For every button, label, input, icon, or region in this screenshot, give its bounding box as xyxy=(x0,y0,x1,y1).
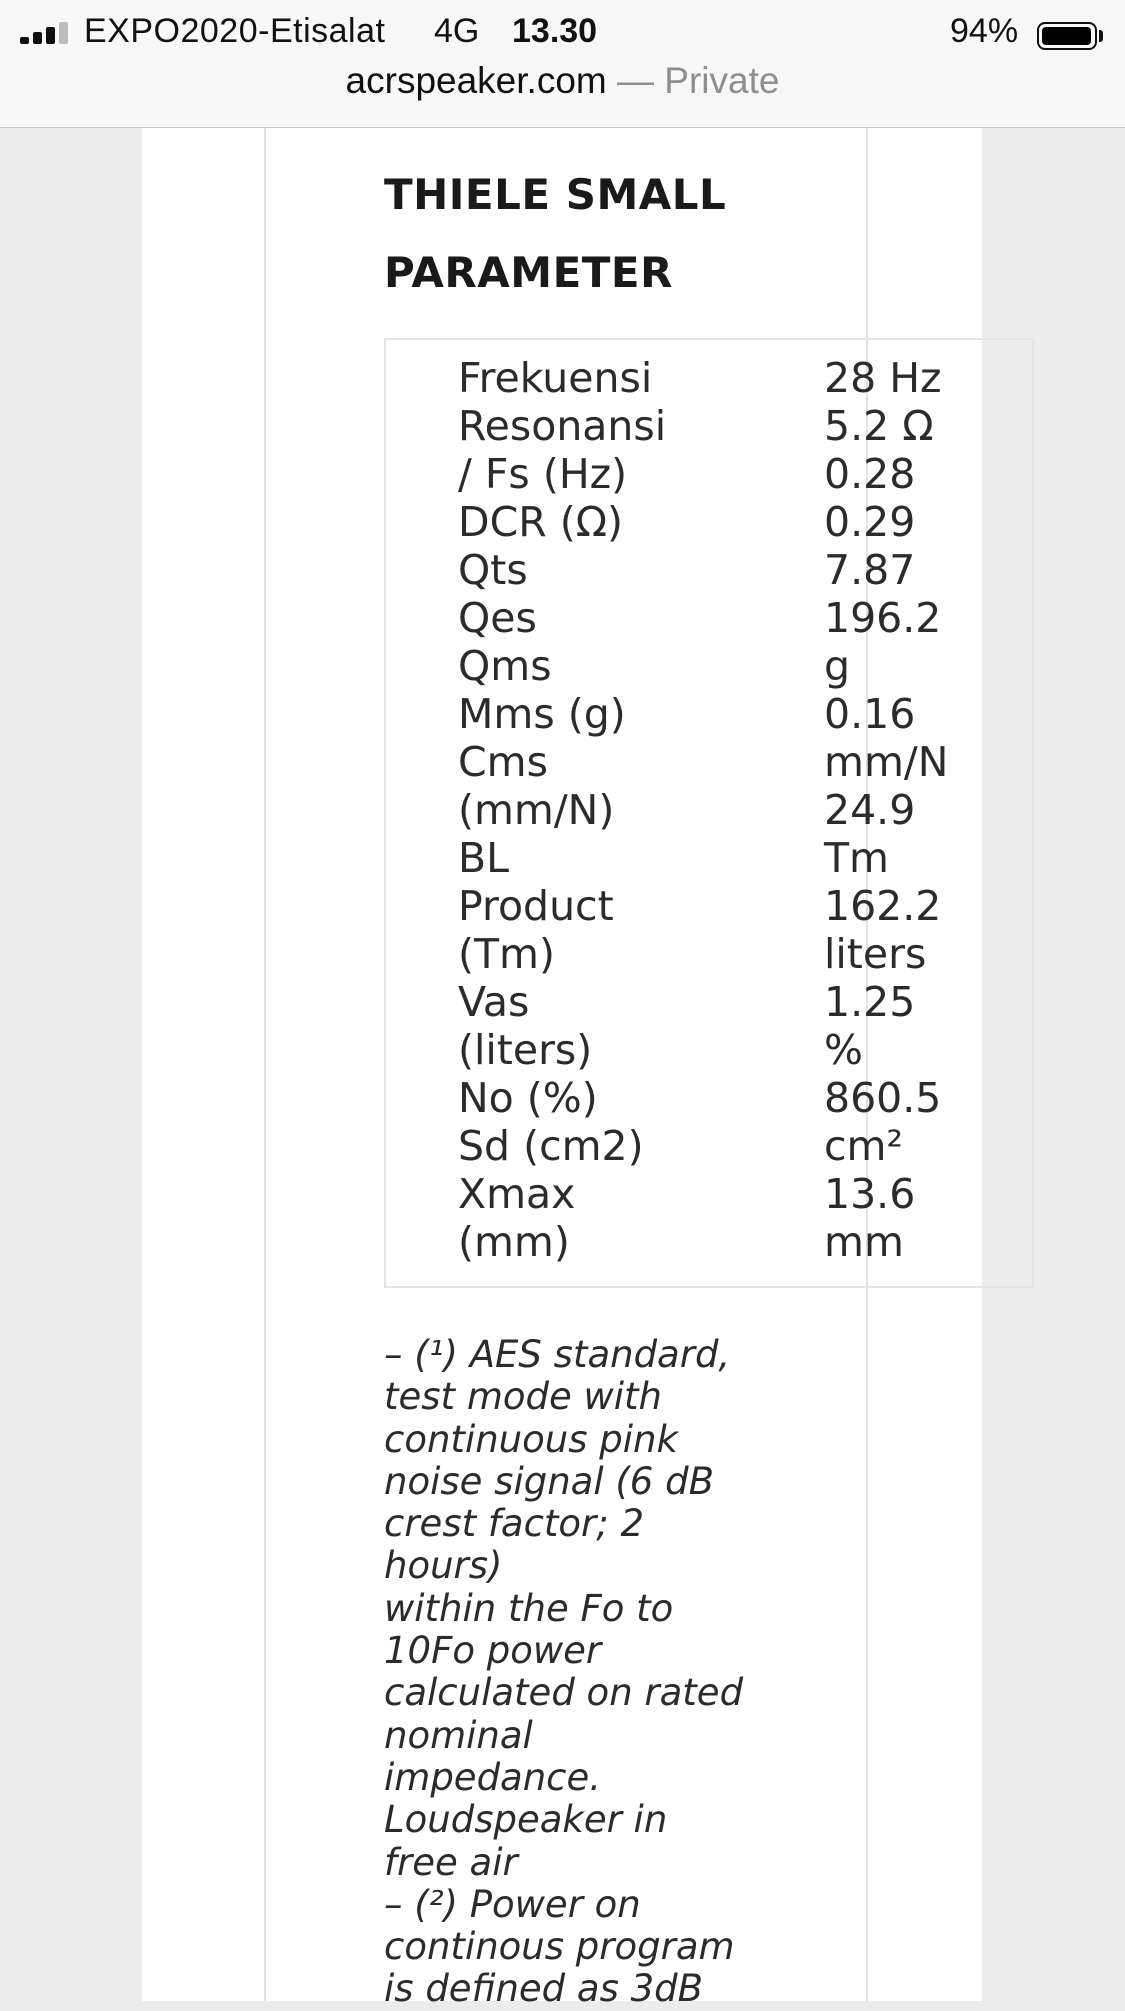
parameter-label-line: Frekuensi xyxy=(458,354,653,402)
footnote-line: – (¹) AES standard, xyxy=(384,1333,731,1376)
parameter-value-line: cm² xyxy=(824,1122,903,1170)
footnote-line: is defined as 3dB xyxy=(384,1967,704,2011)
footnote-line: impedance. xyxy=(384,1755,602,1799)
parameter-value-line: 162.2 xyxy=(824,882,942,930)
parameter-value-line: 24.9 xyxy=(824,786,916,834)
parameter-label-line: (mm) xyxy=(458,1218,570,1266)
battery-percentage: 94% xyxy=(950,12,1019,50)
address-bar[interactable] xyxy=(0,60,1125,110)
section-title-line: THIELE SMALL xyxy=(384,170,727,219)
footnote-line: continuous pink xyxy=(384,1417,678,1461)
parameter-labels-column xyxy=(458,354,808,1266)
footnote-line: 10Fo power xyxy=(384,1629,602,1673)
footnote-line: calculated on rated xyxy=(384,1671,744,1715)
network-type: 4G xyxy=(434,12,480,50)
parameter-label-line: Qes xyxy=(458,594,537,642)
parameter-value-line: 13.6 xyxy=(824,1170,916,1218)
parameter-value-line: 860.5 xyxy=(824,1074,942,1122)
parameter-value-line: 0.28 xyxy=(824,450,916,498)
parameter-label-line: Resonansi xyxy=(458,402,667,450)
parameter-label-line: (Tm) xyxy=(458,930,555,978)
footnote-line: noise signal (6 dB xyxy=(384,1459,714,1503)
parameter-value-line: % xyxy=(824,1026,863,1074)
section-title-line: PARAMETER xyxy=(384,248,673,297)
parameter-value-line: mm xyxy=(824,1218,904,1266)
footnote-line: test mode with xyxy=(384,1375,663,1419)
parameter-label-line: (mm/N) xyxy=(458,786,615,834)
parameter-label-line: Vas xyxy=(458,978,530,1026)
parameter-value-line: 1.25 xyxy=(824,978,916,1026)
parameter-value-line: 5.2 Ω xyxy=(824,402,934,450)
parameter-value-line: 28 Hz xyxy=(824,354,942,402)
browser-top-bar xyxy=(0,0,1125,128)
parameter-label-line: DCR (Ω) xyxy=(458,498,624,546)
parameter-value-line: Tm xyxy=(824,834,889,882)
footnote-line: free air xyxy=(384,1840,518,1884)
column-divider-left xyxy=(264,128,266,2001)
parameter-label-line: BL xyxy=(458,834,509,882)
footnote-line: – (²) Power on xyxy=(384,1882,641,1926)
status-time: 13.30 xyxy=(512,12,598,50)
parameter-value-line: liters xyxy=(824,930,927,978)
parameter-values-column xyxy=(824,354,1024,1266)
status-bar xyxy=(0,8,1125,56)
footnotes xyxy=(384,1334,784,2011)
parameter-table xyxy=(384,338,1034,1288)
parameter-value-line: 7.87 xyxy=(824,546,916,594)
parameter-value-line: 0.29 xyxy=(824,498,916,546)
footnote-line: hours) xyxy=(384,1544,503,1588)
parameter-label-line: Cms xyxy=(458,738,548,786)
signal-strength-icon xyxy=(20,22,74,44)
parameter-label-line: / Fs (Hz) xyxy=(458,450,628,498)
footnote-line: crest factor; 2 xyxy=(384,1502,645,1546)
parameter-label-line: Qms xyxy=(458,642,552,690)
url-domain[interactable]: acrspeaker.com xyxy=(345,60,607,101)
parameter-label-line: Product xyxy=(458,882,614,930)
footnote-line: within the Fo to xyxy=(384,1586,674,1630)
footnote-line: Loudspeaker in xyxy=(384,1798,668,1842)
parameter-value-line: mm/N xyxy=(824,738,949,786)
section-title xyxy=(384,156,804,312)
battery-tip-icon xyxy=(1099,30,1103,42)
parameter-label-line: Mms (g) xyxy=(458,690,626,738)
footnote-line: continous program xyxy=(384,1925,735,1969)
parameter-label-line: Qts xyxy=(458,546,528,594)
parameter-label-line: Xmax xyxy=(458,1170,576,1218)
parameter-label-line: No (%) xyxy=(458,1074,598,1122)
parameter-label-line: Sd (cm2) xyxy=(458,1122,644,1170)
battery-icon xyxy=(1037,22,1097,50)
footnote-line: nominal xyxy=(384,1713,533,1757)
parameter-value-line: g xyxy=(824,642,851,690)
parameter-label-line: (liters) xyxy=(458,1026,593,1074)
parameter-value-line: 0.16 xyxy=(824,690,916,738)
private-browsing-label: — Private xyxy=(617,60,780,101)
parameter-value-line: 196.2 xyxy=(824,594,942,642)
carrier-name: EXPO2020-Etisalat xyxy=(84,12,386,50)
